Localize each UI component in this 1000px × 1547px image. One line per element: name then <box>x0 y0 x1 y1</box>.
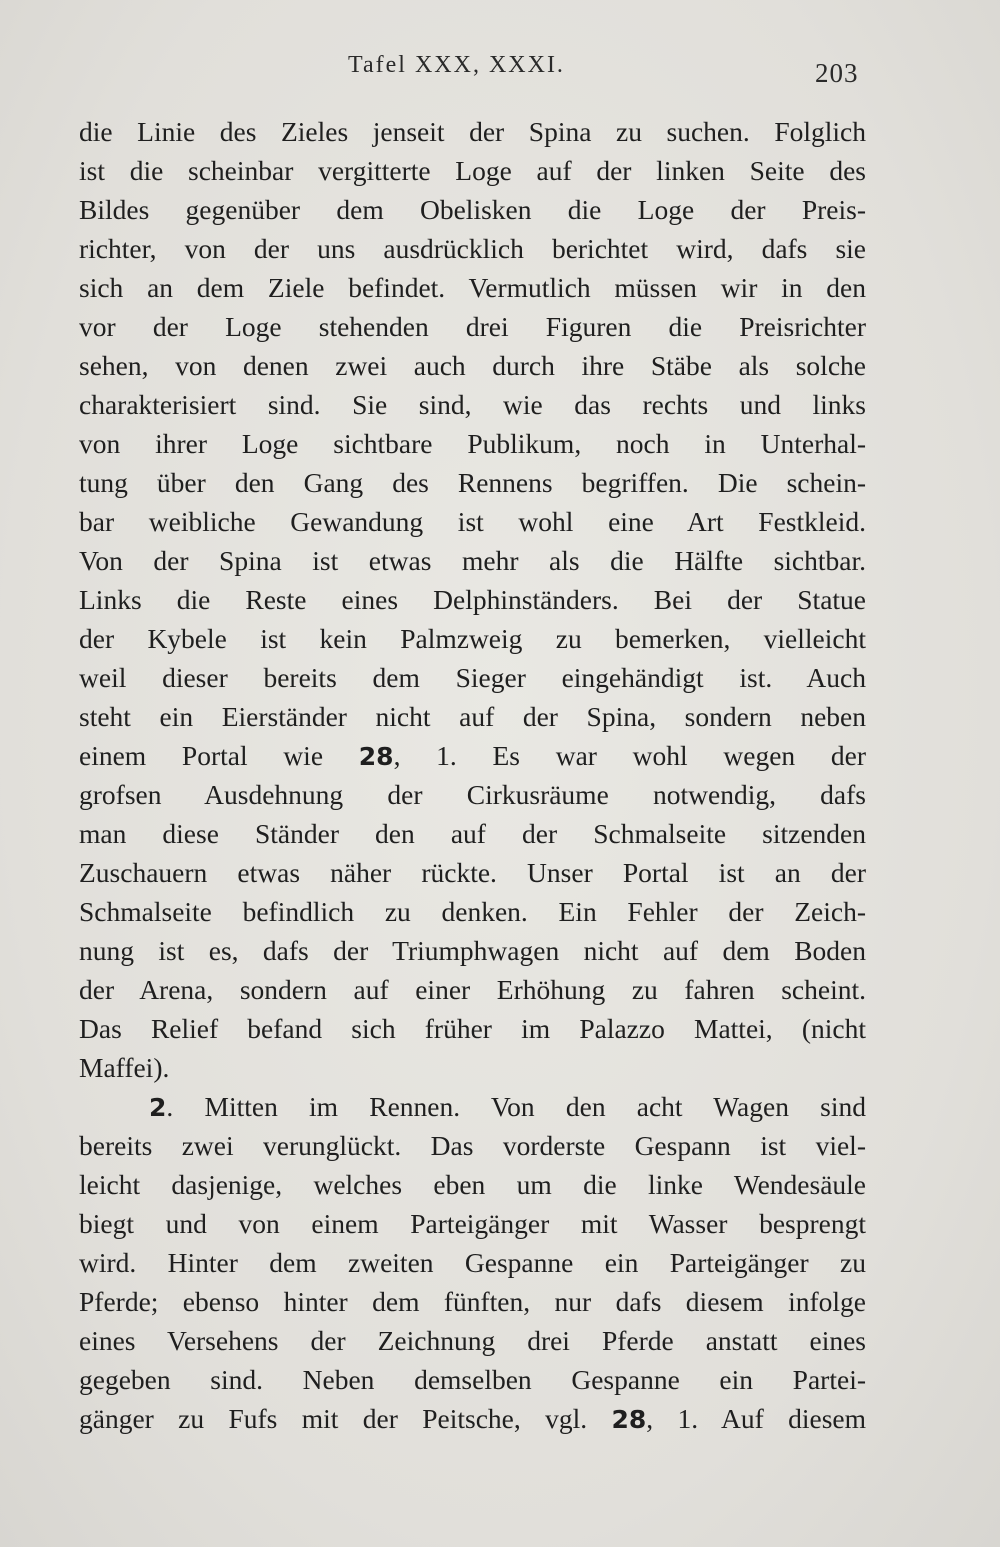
plate-reference: 28 <box>611 1405 647 1434</box>
text-line: richter, von der uns ausdrücklich berichtet wird, dafs sie <box>79 233 866 264</box>
text-line: die Linie des Zieles jenseit der Spina zu suchen. Folglich <box>79 116 866 147</box>
text-line: charakterisiert sind. Sie sind, wie das rechts und links <box>79 389 866 420</box>
text-line: tung über den Gang des Rennens begriffen. Die schein- <box>79 467 866 498</box>
text-line: von ihrer Loge sichtbare Publikum, noch in Unterhal- <box>79 428 866 459</box>
plate-reference: 28 <box>358 742 394 771</box>
text-line: bar weibliche Gewandung ist wohl eine Art Festkleid. <box>79 506 866 537</box>
text-line <box>79 1400 866 1438</box>
text-line: steht ein Eierständer nicht auf der Spina, sondern neben <box>79 701 866 732</box>
text-line: Von der Spina ist etwas mehr als die Hälfte sichtbar. <box>79 545 866 576</box>
running-head: Tafel XXX, XXXI. <box>348 52 565 78</box>
text-line: weil dieser bereits dem Sieger eingehändigt ist. Auch <box>79 662 866 693</box>
text-line: wird. Hinter dem zweiten Gespanne ein Parteigänger zu <box>79 1247 866 1278</box>
text-line: gegeben sind. Neben demselben Gespanne ein Partei- <box>79 1364 866 1395</box>
text-line: leicht dasjenige, welches eben um die linke Wendesäule <box>79 1169 866 1200</box>
page-number: 203 <box>815 58 859 88</box>
text-line: Bildes gegenüber dem Obelisken die Loge der Preis- <box>79 194 866 225</box>
text-line: Schmalseite befindlich zu denken. Ein Fehler der Zeich- <box>79 896 866 927</box>
section-start-line <box>149 1088 866 1126</box>
text-line: sich an dem Ziele befindet. Vermutlich müssen wir in den <box>79 272 866 303</box>
text-line: der Kybele ist kein Palmzweig zu bemerken, vielleicht <box>79 623 866 654</box>
text-line: biegt und von einem Parteigänger mit Wasser besprengt <box>79 1208 866 1239</box>
text-line: sehen, von denen zwei auch durch ihre Stäbe als solche <box>79 350 866 381</box>
text-line: Das Relief befand sich früher im Palazzo Mattei, (nicht <box>79 1013 866 1044</box>
text-line: Pferde; ebenso hinter dem fünften, nur dafs diesem infolge <box>79 1286 866 1317</box>
text-line-end: , 1. Auf diesem <box>646 1403 866 1434</box>
text-line-start: gänger zu Fufs mit der Peitsche, vgl. <box>79 1403 612 1434</box>
text-line: Zuschauern etwas näher rückte. Unser Portal ist an der <box>79 857 866 888</box>
text-line-end: . Mitten im Rennen. Von den acht Wagen sind <box>166 1091 866 1122</box>
text-line: man diese Ständer den auf der Schmalseite sitzenden <box>79 818 866 849</box>
text-line: Links die Reste eines Delphinständers. Bei der Statue <box>79 584 866 615</box>
text-line-start: einem Portal wie <box>79 740 359 771</box>
section-number: 2 <box>149 1093 167 1122</box>
text-line: eines Versehens der Zeichnung drei Pferde anstatt eines <box>79 1325 866 1356</box>
text-line: der Arena, sondern auf einer Erhöhung zu fahren scheint. <box>79 974 866 1005</box>
text-line: nung ist es, dafs der Triumphwagen nicht auf dem Boden <box>79 935 866 966</box>
paragraph-end-line: Maffei). <box>79 1052 170 1083</box>
text-line: grofsen Ausdehnung der Cirkusräume notwendig, dafs <box>79 779 866 810</box>
text-line: ist die scheinbar vergitterte Loge auf der linken Seite des <box>79 155 866 186</box>
text-line: vor der Loge stehenden drei Figuren die Preisrichter <box>79 311 866 342</box>
text-line: bereits zwei verunglückt. Das vorderste Gespann ist viel- <box>79 1130 866 1161</box>
text-line <box>79 737 866 775</box>
text-line-end: , 1. Es war wohl wegen der <box>393 740 867 771</box>
